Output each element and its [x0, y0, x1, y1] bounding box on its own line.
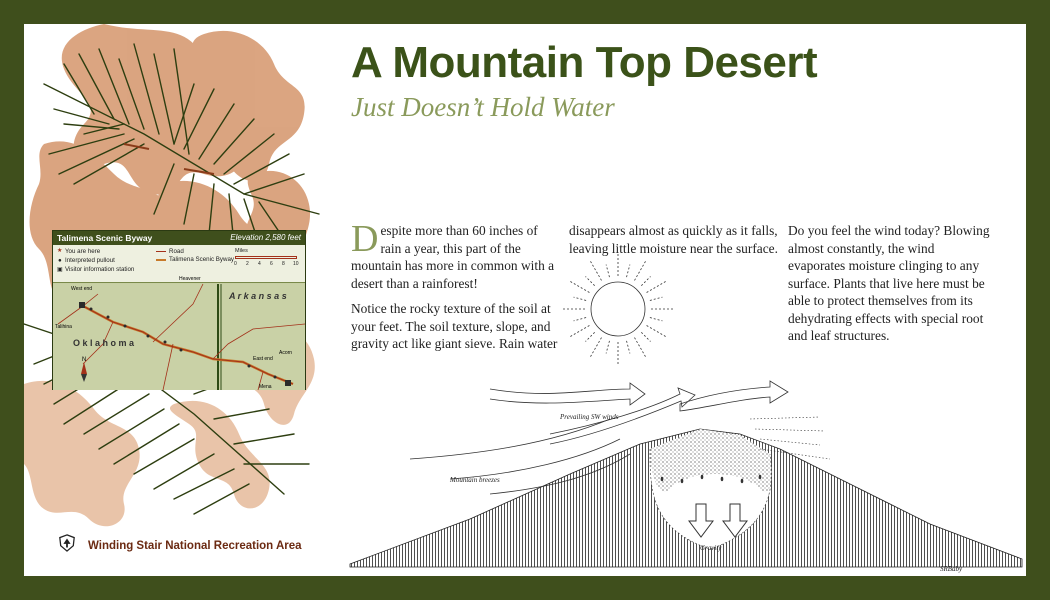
- sun-ray: [591, 261, 602, 280]
- sun-ray: [641, 332, 650, 341]
- map-title: Talimena Scenic Byway: [57, 233, 153, 243]
- sun-ray: [574, 297, 587, 300]
- page-subtitle: Just Doesn’t Hold Water: [351, 92, 615, 122]
- forest-service-shield-icon: [58, 534, 76, 552]
- scale-10: 10: [293, 261, 299, 267]
- road-line-icon: [156, 251, 166, 252]
- legend-pullout: Interpreted pullout: [65, 257, 115, 264]
- scale-6: 6: [270, 261, 273, 267]
- sun-ray: [650, 297, 663, 300]
- map-header: [53, 231, 305, 245]
- sun-ray: [635, 338, 646, 357]
- sun-ray: [574, 318, 587, 321]
- place-heavener: Heavener: [179, 276, 201, 282]
- sun-ray: [585, 332, 594, 341]
- north-label: N: [82, 357, 87, 363]
- paragraph-2: Notice the rocky texture of the soil at your feet. The soil texture, slope, and gravity act like giant sieve. Rain water: [351, 301, 558, 351]
- state-oklahoma: O k l a h o m a: [73, 338, 135, 348]
- sun-ray: [570, 282, 589, 293]
- sun-ray: [585, 276, 594, 285]
- sun-ray: [627, 265, 630, 278]
- sun-ray: [606, 265, 609, 278]
- scale-2: 2: [246, 261, 249, 267]
- place-mena: Mena: [259, 384, 272, 390]
- drop-cap: D: [351, 218, 379, 260]
- scale-8: 8: [282, 261, 285, 267]
- legend-byway: Talimena Scenic Byway: [169, 256, 234, 263]
- legend-miles: Miles: [235, 248, 248, 254]
- place-west-end: West end: [71, 286, 93, 292]
- sun-ray: [650, 318, 663, 321]
- scale-4: 4: [258, 261, 261, 267]
- scale-bar: [235, 256, 297, 259]
- sun-ray: [635, 261, 646, 280]
- map-elevation: Elevation 2,580 feet: [230, 233, 301, 242]
- paragraph-3: disappears almost as quickly as it falls, leaving little moisture near the surface.: [569, 223, 778, 256]
- state-arkansas: A r k a n s a s: [229, 291, 287, 301]
- place-east-end: East end: [253, 356, 273, 362]
- scale-0: 0: [234, 261, 237, 267]
- sun-ray: [570, 326, 589, 337]
- legend-you-are-here: You are here: [65, 248, 101, 255]
- place-talihina: Talihina: [55, 324, 72, 330]
- label-gravity: Gravity: [700, 544, 722, 552]
- footer-text: Winding Stair National Recreation Area: [88, 540, 302, 552]
- legend-visitor: Visitor information station: [65, 266, 135, 273]
- map-drawing: [53, 276, 305, 390]
- paragraph-4: Do you feel the wind today? Blowing almost constantly, the wind evaporates moisture clinging to any surface. Plants that live here must be able to protect themselves from its dehydrating effects with special root and leaf structures.: [788, 223, 990, 343]
- byway-line-icon: [156, 259, 166, 261]
- label-mountain-breezes: Mountain breezes: [450, 476, 500, 484]
- dot-icon: ●: [58, 257, 62, 264]
- sun-ray: [647, 326, 666, 337]
- legend-road: Road: [169, 248, 184, 255]
- byway-map: [52, 230, 306, 390]
- paragraph-1-text: espite more than 60 inches of rain a year, this part of the mountain has more in common with a desert than a rainforest!: [351, 223, 555, 291]
- sign-panel: [24, 24, 1026, 576]
- sun-ray: [591, 338, 602, 357]
- sun-icon: [563, 254, 673, 364]
- sun-ray: [641, 276, 650, 285]
- info-icon: ▣: [57, 266, 63, 273]
- star-icon: ★: [57, 247, 63, 254]
- sun-ray: [627, 341, 630, 354]
- sun-ray: [647, 282, 666, 293]
- artist-signature: SRBaby: [940, 565, 963, 573]
- page-title: A Mountain Top Desert: [351, 38, 818, 87]
- label-prevailing-winds: Prevailing SW winds: [560, 413, 619, 421]
- mountain-diagram: [350, 249, 1022, 573]
- sun-ray: [606, 341, 609, 354]
- place-acorn: Acorn: [279, 350, 293, 356]
